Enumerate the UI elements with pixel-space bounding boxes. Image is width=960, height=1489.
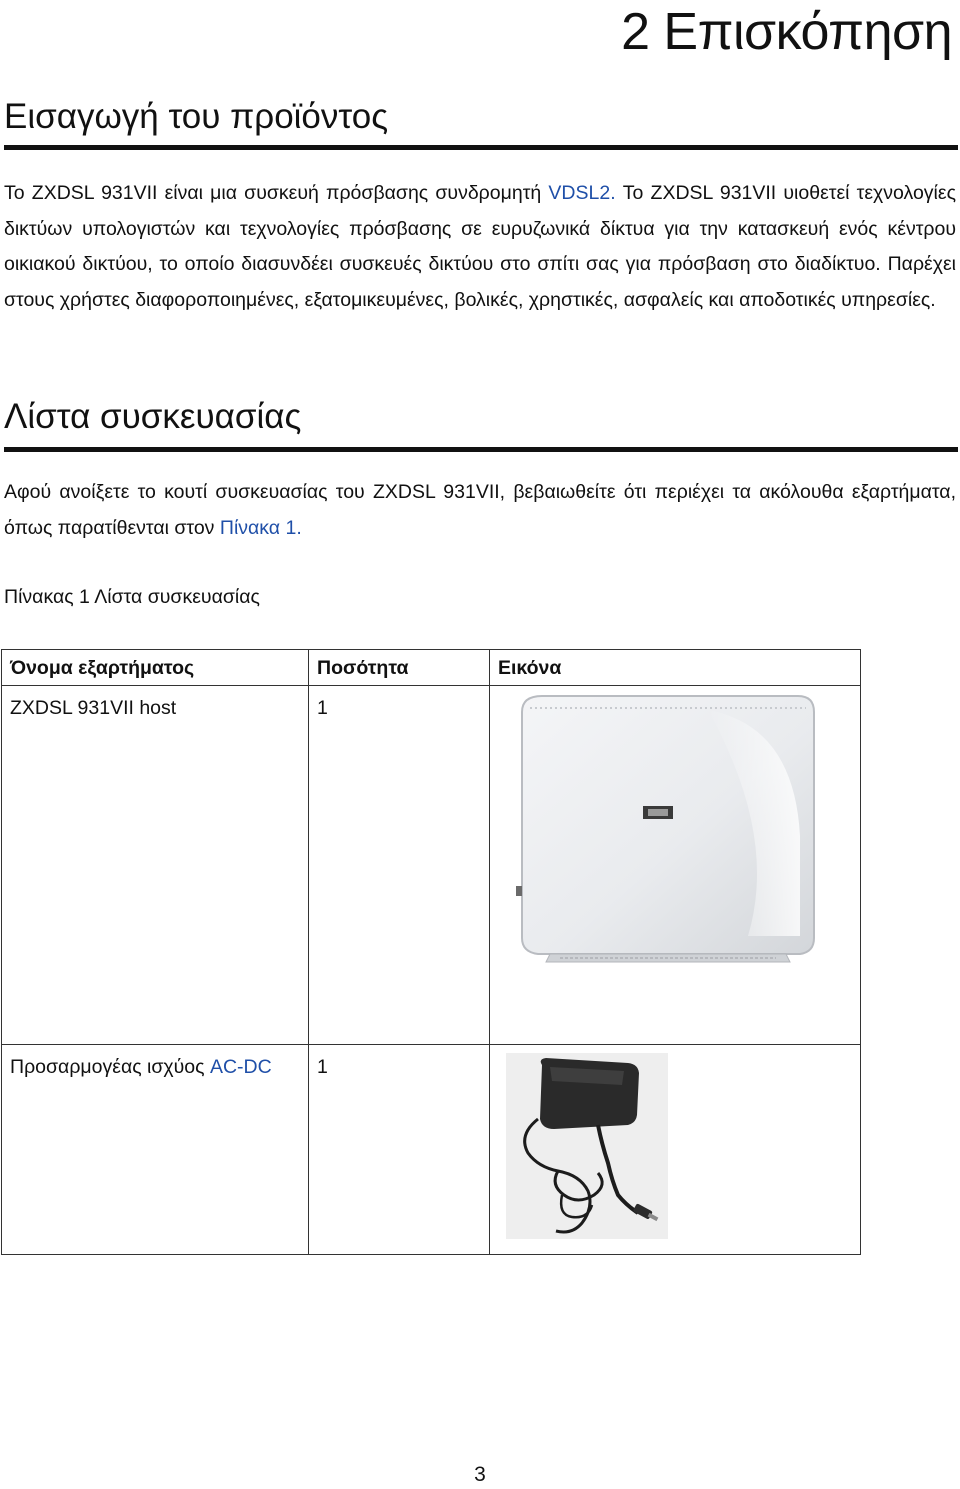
table-header-row: [2, 650, 861, 686]
router-photo: [498, 686, 852, 1038]
router-quantity-cell: [309, 686, 490, 1045]
router-image-cell: [490, 686, 861, 1045]
power-adapter-photo: [498, 1045, 852, 1248]
router-quantity: 1: [317, 697, 328, 719]
packing-heading-rule: [4, 447, 958, 452]
packing-list-table: [1, 649, 861, 1255]
adapter-image-cell: [490, 1045, 861, 1255]
packing-paragraph: [4, 475, 956, 546]
page-number: 3: [474, 1463, 486, 1486]
chapter-title: 2 Επισκόπηση: [621, 3, 952, 61]
adapter-name-cell: [2, 1045, 309, 1255]
adapter-name-text: Προσαρμογέας ισχύος: [10, 1056, 210, 1078]
ac-dc-link[interactable]: AC-DC: [209, 1056, 272, 1078]
table-1-link[interactable]: Πίνακα 1.: [219, 516, 302, 539]
header-quantity: Ποσότητα: [309, 650, 490, 686]
adapter-quantity: 1: [317, 1056, 328, 1078]
adapter-quantity-cell: [309, 1045, 490, 1255]
intro-paragraph: [4, 176, 956, 318]
table-row: [2, 686, 861, 1045]
table-row: [2, 1045, 861, 1255]
header-component-name: Όνομα εξαρτήματος: [2, 650, 309, 686]
intro-text-2: Το ZXDSL 931VII υιοθετεί τεχνολογίες δικτύων υπολογιστών και τεχνολογίες πρόσβασης σε ευρυζωνικά δίκτυα για την κατασκευή ενός κέντρου οικιακού δικτύου, το οποίο διασυνδέει συσκευές δικτύου στο σπίτι σας για πρόσβαση στο διαδίκτυο. Παρέχει στους χρήστες διαφοροποιημένες, εξατομικευμένες, βολικές, χρηστικές, ασφαλείς και αποδοτικές υπηρεσίες.: [4, 182, 956, 311]
intro-heading: Εισαγωγή του προϊόντος: [4, 97, 389, 136]
packing-heading: Λίστα συσκευασίας: [4, 397, 302, 436]
intro-text-1: Το ZXDSL 931VII είναι μια συσκευή πρόσβασης συνδρομητή: [4, 182, 549, 204]
packing-text: Αφού ανοίξετε το κουτί συσκευασίας του ZXDSL 931VII, βεβαιωθείτε ότι περιέχει τα ακόλουθα εξαρτήματα, όπως παρατίθενται στον: [4, 481, 956, 539]
router-name-cell: [2, 686, 309, 1045]
adapter-name: [10, 1045, 300, 1079]
header-image: Εικόνα: [490, 650, 861, 686]
intro-heading-rule: [4, 145, 958, 150]
vdsl2-link[interactable]: VDSL2.: [548, 182, 616, 204]
table-caption: Πίνακας 1 Λίστα συσκευασίας: [4, 586, 260, 608]
router-name: ZXDSL 931VII host: [10, 697, 177, 719]
